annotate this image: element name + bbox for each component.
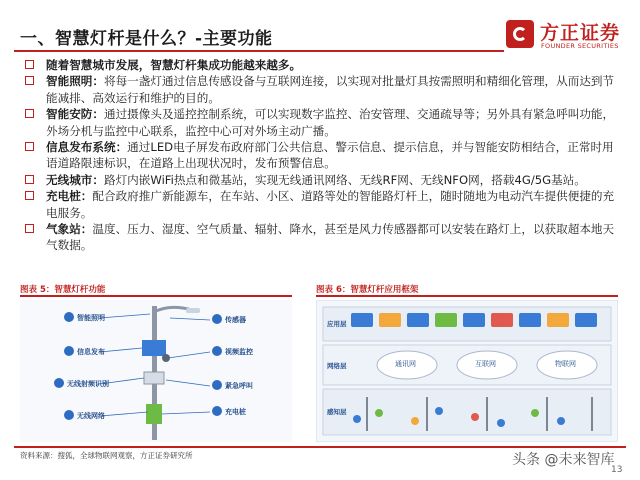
rfid-icon [54, 378, 64, 388]
slide-header [0, 0, 640, 56]
figure-6-caption: 图表 6：智慧灯杆应用框架 [316, 285, 419, 295]
sensor-icon [212, 314, 222, 324]
bullet-info-release [22, 139, 622, 172]
data-source-note: 资料来源：搜狐，全球物联网观察，方正证券研究所 [20, 451, 193, 460]
fig5-label-wireless: 无线网络 [64, 410, 105, 421]
bullet-charging-pile [22, 188, 622, 221]
checkbox-bullet-icon [25, 191, 34, 200]
smart-pole-function-figure [20, 300, 292, 442]
bullet-wireless-city [22, 172, 622, 188]
smart-pole-framework-figure [316, 300, 618, 442]
fig5-label-rfid: 无线射频识别 [54, 378, 109, 389]
bullet-head: 智能照明： [46, 74, 104, 89]
smart-pole-illustration [20, 300, 292, 442]
watermark-text: 头条 @未来智库 [512, 452, 615, 468]
cloud-label-internet: 互联网 [475, 360, 496, 368]
layer-label-application: 应用层 [327, 320, 347, 328]
framework-illustration [317, 301, 617, 441]
emergency-call-icon [212, 380, 222, 390]
figure-5-caption: 图表 5：智慧灯杆功能 [20, 285, 106, 295]
checkbox-bullet-icon [25, 142, 34, 151]
bullet-head: 随着智慧城市发展，智慧灯杆集成功能越来越多。 [46, 58, 302, 72]
bullet-body: 路灯内嵌WiFi热点和微基站，实现无线通讯网络、无线RF网、无线NFO网，搭载4G/5G基站。 [103, 172, 586, 187]
fig5-label-info-release: 信息发布 [64, 346, 105, 357]
bullet-body: 通过摄像头及遥控控制系统，可以实现数字监控、治安管理、交通疏导等；另外具有紧急呼叫功能，外场分机与监控中心联系，监控中心可对外场主动广播。 [46, 107, 615, 138]
logo-text-en: FOUNDER SECURITIES [541, 42, 619, 50]
cloud-label-telecom: 通讯网 [395, 360, 416, 368]
fig5-label-charging: 充电桩 [212, 406, 246, 417]
bullet-head: 智能安防： [46, 107, 104, 122]
bullet-smart-security [22, 106, 622, 139]
bullet-intro [22, 57, 622, 73]
bullet-weather-station [22, 221, 622, 254]
page-title: 一、智慧灯杆是什么？-主要功能 [20, 29, 273, 49]
cloud-label-iot: 物联网 [555, 360, 576, 368]
figure-5-rule [20, 295, 292, 297]
bullet-head: 气象站： [46, 222, 93, 237]
bullet-body: 温度、压力、湿度、空气质量、辐射、降水，甚至是风力传感器都可以安装在路灯上，以获取超本地天气数据。 [46, 222, 615, 253]
logo-text-cn: 方正证券 [540, 22, 621, 44]
bullet-head: 充电桩： [46, 189, 93, 204]
function-bullet-list [22, 57, 622, 254]
checkbox-bullet-icon [25, 60, 34, 69]
footer-divider [14, 446, 626, 448]
layer-label-sensing: 感知层 [327, 408, 347, 416]
fig5-label-lighting: 智能照明 [64, 312, 105, 323]
checkbox-bullet-icon [25, 76, 34, 85]
bullet-body: 通过LED电子屏发布政府部门公共信息、警示信息、提示信息，并与智能安防相结合，正常时用语道路限速标识，在道路上出现状况时，发布预警信息。 [46, 140, 614, 171]
bullet-body: 将每一盏灯通过信息传感设备与互联网连接，以实现对批量灯具按需照明和精细化管理，从而达到节能减排、高效运行和维护的目的。 [46, 74, 615, 105]
figure-6-rule [316, 295, 618, 297]
fig5-label-emergency: 紧急呼叫 [212, 380, 253, 391]
page-number: 13 [611, 465, 623, 475]
lighting-icon [64, 312, 74, 322]
title-divider [14, 50, 504, 52]
layer-label-network: 网络层 [327, 362, 347, 370]
camera-icon [212, 346, 222, 356]
wifi-icon [64, 410, 74, 420]
info-icon [64, 346, 74, 356]
checkbox-bullet-icon [25, 175, 34, 184]
checkbox-bullet-icon [25, 224, 34, 233]
founder-securities-logo [506, 18, 630, 54]
checkbox-bullet-icon [25, 109, 34, 118]
fig5-label-video: 视频监控 [212, 346, 253, 357]
logo-mark-icon [506, 20, 534, 48]
bullet-body: 配合政府推广新能源车，在车站、小区、道路等处的智能路灯杆上，随时随地为电动汽车提供便捷的充电服务。 [46, 189, 615, 220]
bullet-head: 信息发布系统： [46, 140, 128, 155]
bullet-head: 无线城市： [46, 172, 104, 187]
fig5-label-sensor: 传感器 [212, 314, 246, 325]
charging-icon [212, 406, 222, 416]
bullet-smart-lighting [22, 73, 622, 106]
